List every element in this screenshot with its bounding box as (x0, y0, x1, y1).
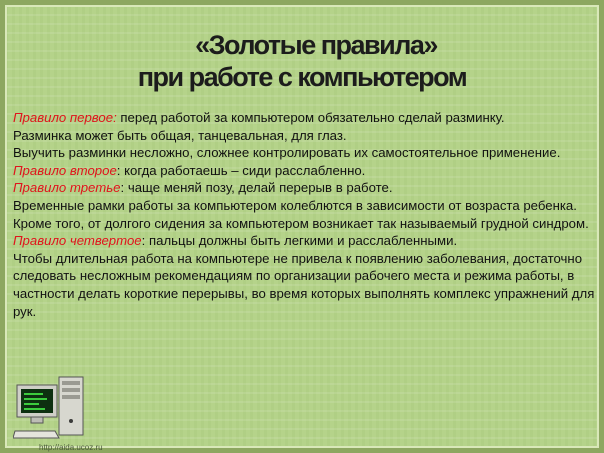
rule-1 (13, 109, 598, 127)
paragraph-warmup-control: Выучить разминки несложно, сложнее контролировать их самостоятельное применение. (13, 145, 561, 161)
rule-1-label: Правило первое: (13, 110, 117, 125)
rule-2-text: : когда работаешь – сиди расслабленно. (116, 162, 366, 178)
source-url: http://aida.ucoz.ru (39, 443, 103, 452)
page-title (5, 29, 599, 93)
rule-4-label: Правило четвертое (13, 233, 142, 249)
rule-3-text: : чаще меняй позу, делай перерыв в работе. (120, 180, 393, 196)
rule-4-text: : пальцы должны быть легкими и расслабленными. (141, 233, 458, 249)
rule-2-label: Правило второе (13, 162, 117, 178)
paragraph-warmup-types: Разминка может быть общая, танцевальная, для глаз. (13, 127, 347, 143)
title-line-1: «Золотые правила» (195, 30, 437, 60)
rules-text (13, 109, 598, 320)
paragraph-chest-syndrome: Кроме того, от долгого сидения за компьютером возникает так называемый грудной синдром. (13, 215, 589, 231)
rule-4 (13, 232, 598, 250)
paragraph-recommendations: Чтобы длительная работа на компьютере не привела к появлению заболевания, достаточно следовать несложным рекомендациям по организации рабочего места и режима работы, в частности делать короткие перерывы, во время которых выполнять комплекс упражнений для рук. (13, 250, 595, 319)
rule-1-text: перед работой за компьютером обязательно сделай разминку. (116, 110, 505, 125)
rule-3 (13, 179, 598, 197)
rule-3-label: Правило третье (13, 180, 121, 196)
title-line-2: при работе с компьютером (137, 62, 467, 92)
rule-2 (13, 162, 598, 180)
paragraph-time-limits: Временные рамки работы за компьютером колеблются в зависимости от возраста ребенка. (13, 197, 577, 213)
computer-icon (13, 371, 88, 441)
